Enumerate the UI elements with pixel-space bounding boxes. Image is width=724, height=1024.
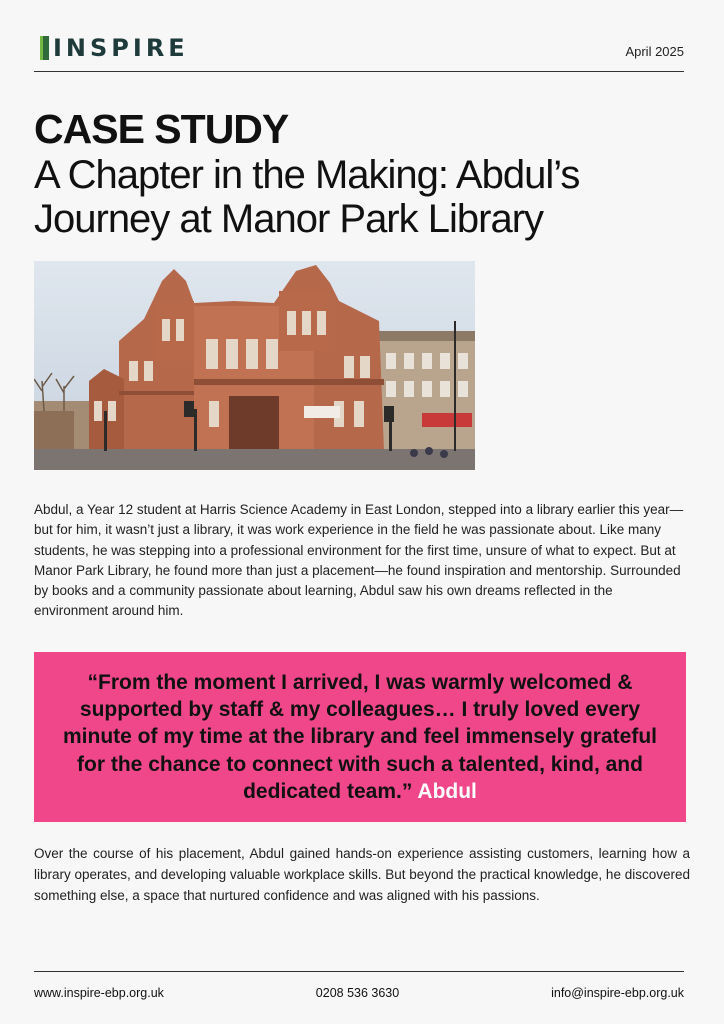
quote-author: Abdul xyxy=(417,779,477,803)
publication-date: April 2025 xyxy=(625,44,684,59)
logo-mark-icon xyxy=(40,36,49,60)
logo-text: INSPIRE xyxy=(53,34,189,62)
intro-paragraph: Abdul, a Year 12 student at Harris Science Academy in East London, stepped into a library earlier this year—but for him, it wasn’t just a library, it was work experience in the field he was passionate about. Like many students, he was stepping into a professional environment for the first time, unsure of what to expect. But at Manor Park Library, he found more than just a placement—he found inspiration and mentorship. Surrounded by books and a community passionate about learning, Abdul saw his own dreams reflected in the environment around him. xyxy=(34,502,684,619)
quote-text xyxy=(55,669,665,805)
header-divider xyxy=(34,71,684,72)
footer-email-link[interactable]: info@inspire-ebp.org.uk xyxy=(551,986,684,1000)
page-subtitle: A Chapter in the Making: Abdul’s Journey at Manor Park Library xyxy=(34,153,580,241)
footer xyxy=(34,986,684,1000)
quote-body: “From the moment I arrived, I was warmly welcomed & supported by staff & my colleagues… I truly loved every minute of my time at the library and feel immensely grateful for the chance to connect with such a talented, kind, and dedicated team.” xyxy=(63,670,657,803)
footer-phone: 0208 536 3630 xyxy=(315,986,400,1000)
quote-box xyxy=(34,652,686,822)
inspire-logo xyxy=(40,34,189,62)
body-paragraph: Over the course of his placement, Abdul gained hands-on experience assisting customers, learning how a library operates, and developing valuable workplace skills. But beyond the practical knowledge, he discovered something else, a space that nurtured confidence and was aligned with his passions. xyxy=(34,846,690,903)
page-title: CASE STUDY xyxy=(34,106,289,152)
footer-website-link[interactable]: www.inspire-ebp.org.uk xyxy=(34,986,164,1000)
library-building-photo xyxy=(34,261,475,470)
footer-divider xyxy=(34,971,684,972)
